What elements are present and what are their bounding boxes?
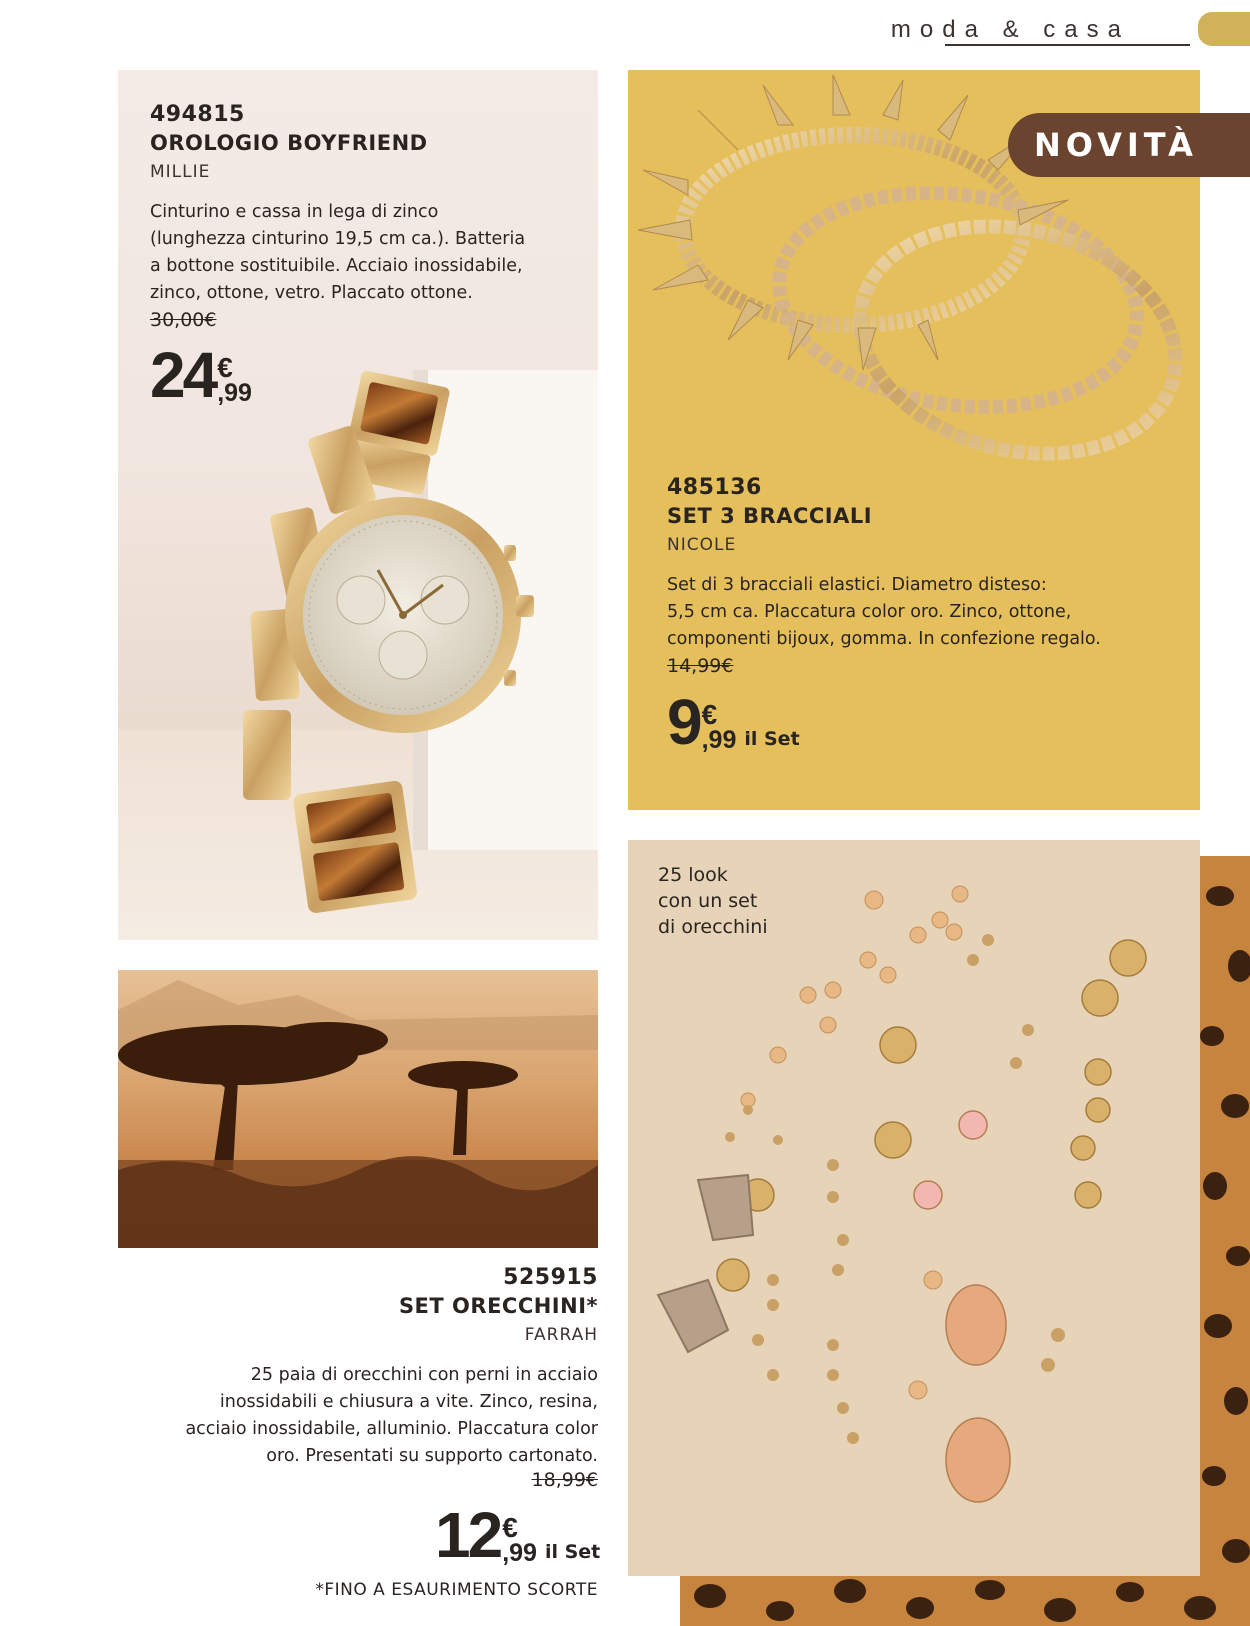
looks-line: di orecchini	[658, 916, 768, 938]
watch-old-price: 30,00€	[150, 309, 217, 331]
price-currency: €	[502, 1512, 518, 1543]
bracelets-brand: NICOLE	[667, 535, 737, 555]
savanna-photo	[118, 970, 598, 1248]
desc-line: inossidabili e chiusura a vite. Zinco, resina,	[219, 1392, 598, 1412]
desc-line: Cinturino e cassa in lega di zinco	[150, 202, 439, 222]
price-unit: il Set	[744, 728, 800, 750]
leopard-print-bottom	[680, 1576, 1250, 1626]
looks-caption	[658, 862, 768, 940]
watch-name: OROLOGIO BOYFRIEND	[150, 131, 428, 155]
price-currency: €	[701, 699, 718, 730]
desc-line: a bottone sostituibile. Acciaio inossidabile,	[150, 256, 523, 276]
price-decimals: ,99	[701, 726, 737, 754]
earrings-price	[435, 1499, 601, 1571]
footnote: *FINO A ESAURIMENTO SCORTE	[315, 1580, 598, 1600]
price-fraction	[502, 1512, 537, 1567]
price-fraction	[217, 352, 252, 407]
desc-line: acciaio inossidabile, alluminio. Placcatura color	[185, 1419, 598, 1439]
bracelets-code: 485136	[667, 475, 762, 500]
section-tab	[1198, 12, 1250, 46]
price-fraction	[701, 699, 737, 754]
bracelets-name: SET 3 BRACCIALI	[667, 504, 873, 528]
price-decimals: ,99	[502, 1539, 537, 1567]
desc-line: oro. Presentati su supporto cartonato.	[266, 1446, 598, 1466]
section-title: moda & casa	[890, 16, 1130, 43]
looks-line: 25 look	[658, 864, 728, 886]
desc-line: 5,5 cm ca. Placcatura color oro. Zinco, ottone,	[667, 602, 1072, 622]
earrings-code: 525915	[503, 1265, 598, 1290]
watch-code: 494815	[150, 102, 245, 127]
leopard-pattern	[1200, 856, 1250, 1626]
bracelets-description	[667, 572, 1187, 653]
desc-line: Set di 3 bracciali elastici. Diametro disteso:	[667, 575, 1047, 595]
watch-description	[150, 199, 580, 307]
bracelets-old-price: 14,99€	[667, 655, 734, 677]
novita-badge: NOVITÀ	[1008, 113, 1250, 177]
desc-line: zinco, ottone, vetro. Placcato ottone.	[150, 283, 473, 303]
bracelets-price	[667, 686, 800, 758]
price-decimals: ,99	[217, 379, 252, 407]
earrings-illustration	[628, 840, 1200, 1576]
leopard-print-edge	[1200, 856, 1250, 1626]
desc-line: 25 paia di orecchini con perni in acciaio	[250, 1365, 598, 1385]
price-unit: il Set	[544, 1541, 601, 1563]
earrings-brand: FARRAH	[524, 1325, 598, 1345]
desc-line: componenti bijoux, gomma. In confezione regalo.	[667, 629, 1101, 649]
acacia-trees-illustration	[118, 970, 598, 1248]
price-integer: 9	[667, 686, 700, 758]
looks-line: con un set	[658, 890, 758, 912]
section-rule	[945, 44, 1190, 46]
price-integer: 12	[435, 1499, 501, 1571]
earrings-description	[120, 1362, 598, 1470]
price-integer: 24	[150, 339, 216, 411]
desc-line: (lunghezza cinturino 19,5 cm ca.). Batteria	[150, 229, 526, 249]
watch-brand: MILLIE	[150, 162, 211, 182]
earrings-old-price: 18,99€	[531, 1469, 598, 1491]
leopard-pattern	[680, 1576, 1250, 1626]
earrings-product-photo	[628, 840, 1200, 1576]
price-currency: €	[217, 352, 233, 383]
earrings-name: SET ORECCHINI*	[398, 1294, 598, 1318]
watch-price	[150, 339, 252, 411]
